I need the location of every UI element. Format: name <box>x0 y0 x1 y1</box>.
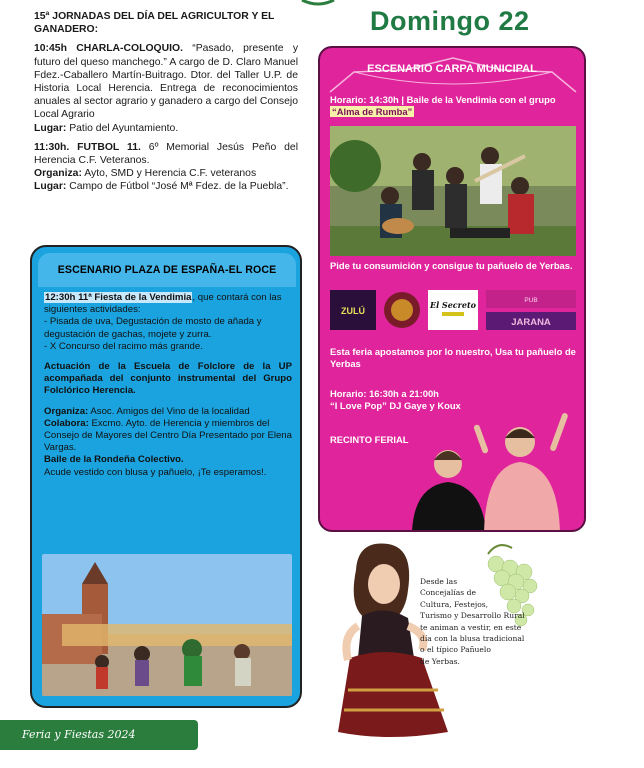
sponsor-jarana-logo: JARANA <box>511 317 551 328</box>
pide-text: Pide tu consumición y consigue tu pañuelo de Yerbas. <box>330 260 573 271</box>
caption-line: te animan a vestir, en este <box>420 622 522 632</box>
horario1-text: Horario: 14:30h | Baile de la Vendimia con el grupo <box>330 94 556 105</box>
colabora-value: Excmo. Ayto. de Herencia y miembros del Consejo de Mayores del Centro Día Presentado por Elena Vargas. <box>44 417 292 454</box>
baile-text: Baile de la Rondeña Colectivo. <box>44 454 184 466</box>
ilovepop-text: “I Love Pop” DJ Gaye y Koux <box>330 400 461 411</box>
futbol-paragraph <box>34 141 298 194</box>
charla-text: “Pasado, presente y futuro del queso manchego.” A cargo de D. Claro Manuel Fdez.-Caballero Martín-Buitrago. Dtor. del Taller U.P. de Historia Local Herencia. <box>34 43 299 95</box>
band-photo <box>330 126 576 256</box>
activity-item-2: - X Concurso del racimo más grande. <box>44 340 203 352</box>
organiza1-value: Ayto, SMD y Herencia C.F. veteranos <box>84 168 257 180</box>
caption-line: o el típico Pañuelo <box>420 645 491 655</box>
horario2-text: Horario: 16:30h a 21:00h <box>330 388 439 399</box>
plaza-espana-body <box>44 292 292 487</box>
lugar1-value: Patio del Ayuntamiento. <box>69 122 179 134</box>
lugar1-label: Lugar: <box>34 122 67 134</box>
entrega-text: Entrega de reconocimientos anuales al sector agrario y ganadero a cargo del Consejo Local Agrario <box>34 83 298 121</box>
futbol-text: 6º Memorial Jesús Peño del Herencia C.F. Veteranos. <box>34 141 299 167</box>
acude-text: Acude vestido con blusa y pañuelo, ¡Te esperamos!. <box>44 466 267 478</box>
jornadas-title <box>34 10 298 36</box>
caption-line: Desde las <box>420 577 458 586</box>
plaza-espana-panel <box>30 245 302 708</box>
caption-line: Turismo y Desarrollo Rural <box>420 611 525 621</box>
organiza2-value: Asoc. Amigos del Vino de la localidad <box>90 405 250 417</box>
carpa-municipal-panel <box>318 46 586 532</box>
credits-paragraph <box>44 406 292 479</box>
charla-time: 10:45h CHARLA-COLOQUIO. <box>34 43 183 55</box>
caption-line: Cultura, Festejos, <box>420 599 489 609</box>
band-photo-illustration <box>330 126 576 256</box>
footer-text: Feria y Fiestas 2024 <box>22 728 136 741</box>
jornadas-title-text: 15ª JORNADAS DEL DÍA DEL AGRICULTOR Y EL GANADERO: <box>34 11 275 36</box>
plaza-photo <box>42 554 292 696</box>
lugar2-value: Campo de Fútbol “José Mª Fdez. de la Puebla”. <box>69 181 289 193</box>
dj-photo <box>400 402 580 532</box>
charla-paragraph <box>34 42 298 134</box>
caption-line: Concejalías de <box>420 588 476 598</box>
footer-banner <box>0 720 198 750</box>
top-decoration <box>300 0 336 6</box>
futbol-time: 11:30h. FUTBOL 11. <box>34 141 141 153</box>
plaza-espana-header: ESCENARIO PLAZA DE ESPAÑA-EL ROCE <box>38 253 296 287</box>
organiza2-label: Organiza: <box>44 405 89 417</box>
lugar2-label: Lugar: <box>34 181 67 193</box>
tent-icon <box>324 56 582 94</box>
fiesta-text: , que contará con las siguientes actividades: <box>44 292 282 316</box>
plaza-photo-illustration <box>42 554 292 696</box>
actuacion-paragraph <box>44 361 292 398</box>
sponsor-secreto-logo: El Secreto <box>430 300 476 310</box>
feria-text: Esta feria apostamos por lo nuestro, Usa tu pañuelo de Yerbas <box>330 346 576 369</box>
domingo-title: Domingo 22 <box>370 6 530 36</box>
sponsor-top-logo: PUB <box>524 297 538 304</box>
colabora-label: Colabora: <box>44 417 89 429</box>
recinto-ferial: RECINTO FERIAL <box>330 434 409 445</box>
carpa-municipal-title: ESCENARIO CARPA MUNICIPAL <box>367 63 537 75</box>
left-column <box>34 10 298 200</box>
sponsor-zulu-logo: ZULÚ <box>341 306 365 316</box>
concejalias-caption <box>420 576 530 667</box>
fiesta-time: 12:30h 11ª Fiesta de la Vendimia <box>45 292 192 303</box>
horario1 <box>330 94 576 118</box>
alma-de-rumba: “Alma de Rumba” <box>332 106 413 117</box>
organiza1-label: Organiza: <box>34 168 82 180</box>
activity-item-1: - Pisada de uva, Degustación de mosto de añada y degustación de gachas, mojete y zurra. <box>44 316 262 340</box>
actuacion-text: Actuación de la Escuela de Folclore de la UP acompañada del conjunto instrumental del Grupo Folclórico Herencia. <box>44 361 292 397</box>
fiesta-paragraph <box>44 292 292 353</box>
sponsor-logos <box>330 288 576 336</box>
caption-line: de Yerbas. <box>420 656 460 666</box>
caption-line: día con la blusa tradicional <box>420 634 525 644</box>
